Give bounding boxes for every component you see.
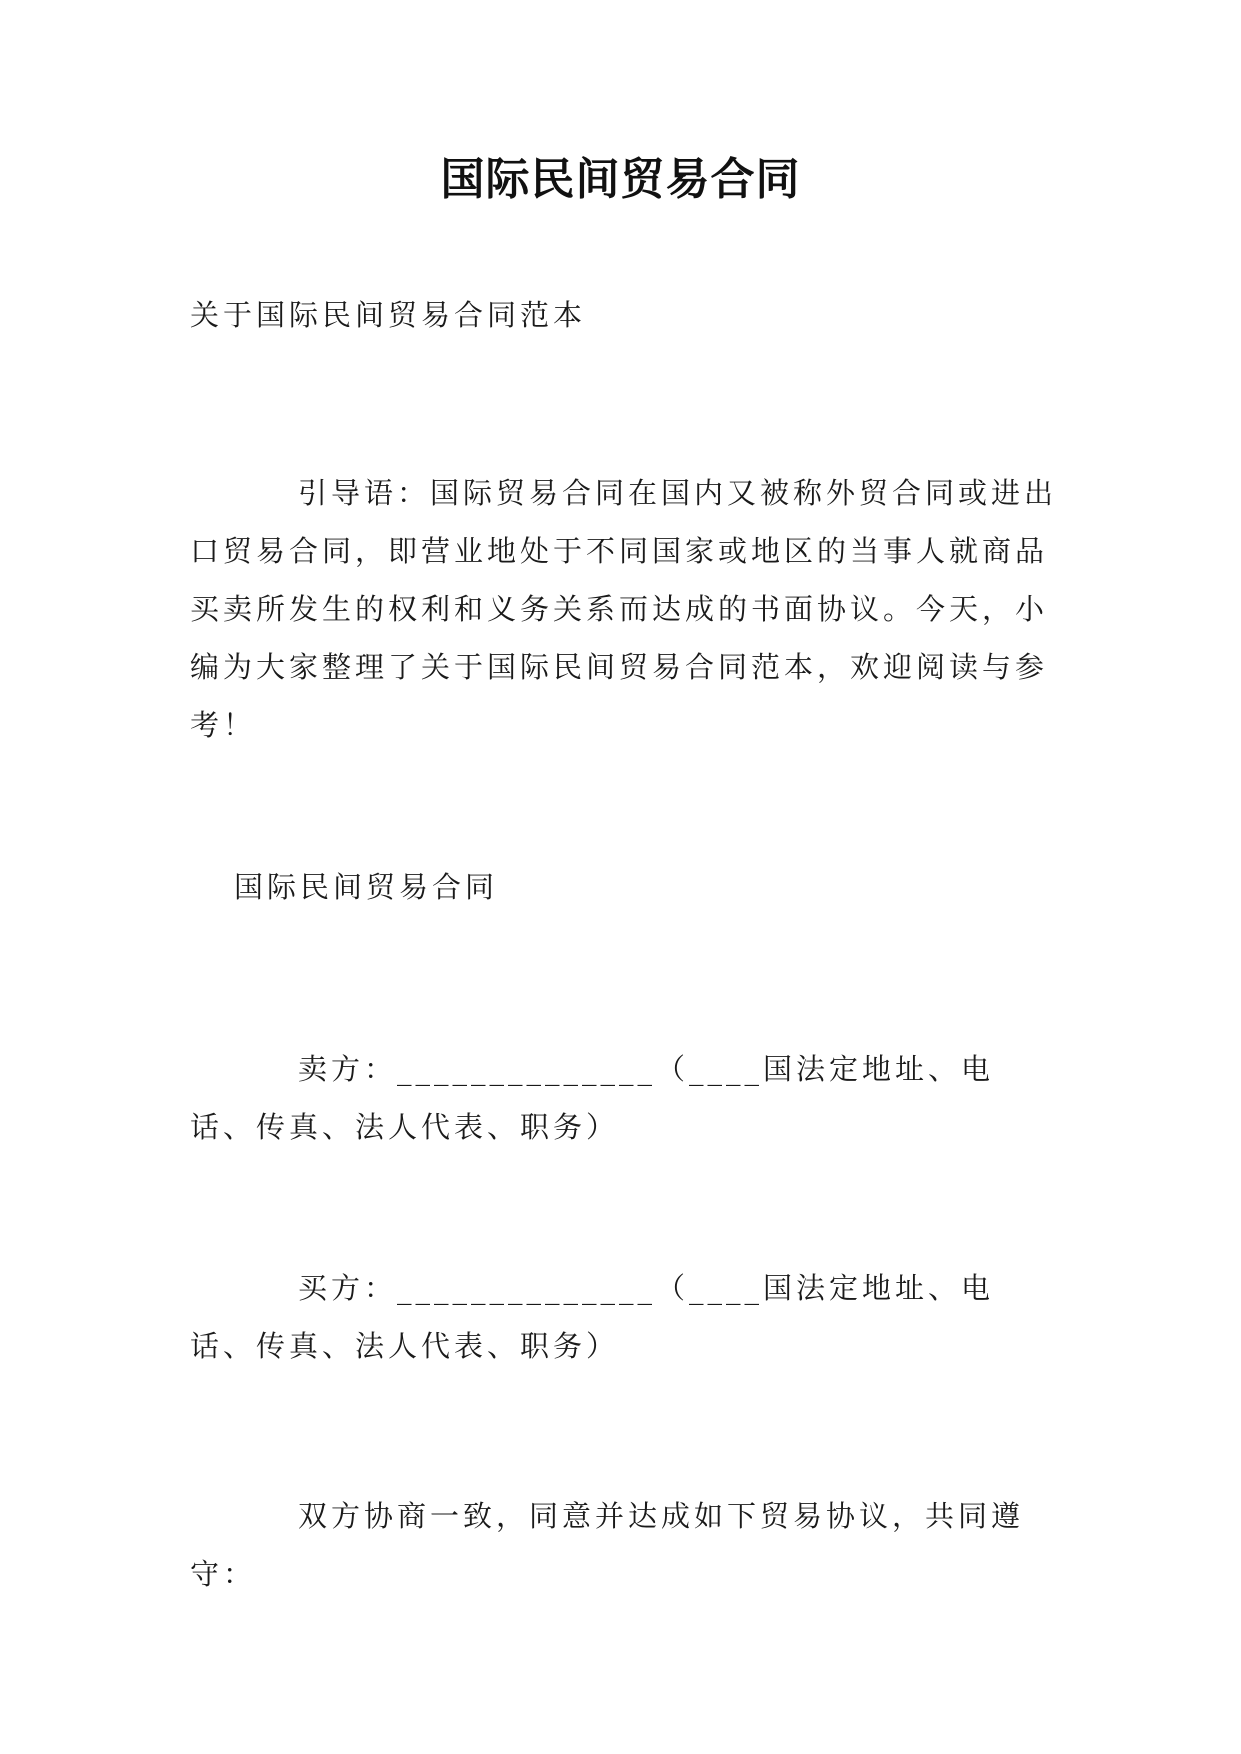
document-title: 国际民间贸易合同	[440, 154, 801, 205]
seller-line: 卖方：______________（____国法定地址、电话、传真、法人代表、职务）	[190, 1052, 995, 1144]
agreement-line: 双方协商一致，同意并达成如下贸易协议，共同遵守：	[190, 1499, 1025, 1591]
intro-paragraph: 引导语：国际贸易合同在国内又被称外贸合同或进出口贸易合同，即营业地处于不同国家或地区的当事人就商品买卖所发生的权利和义务关系而达成的书面协议。今天，小编为大家整理了关于国际民间贸易合同范本，欢迎阅读与参考！	[190, 476, 1058, 742]
section-heading: 国际民间贸易合同	[234, 870, 499, 904]
document-subtitle: 关于国际民间贸易合同范本	[190, 298, 587, 332]
buyer-line: 买方：______________（____国法定地址、电话、传真、法人代表、职务）	[190, 1271, 995, 1363]
